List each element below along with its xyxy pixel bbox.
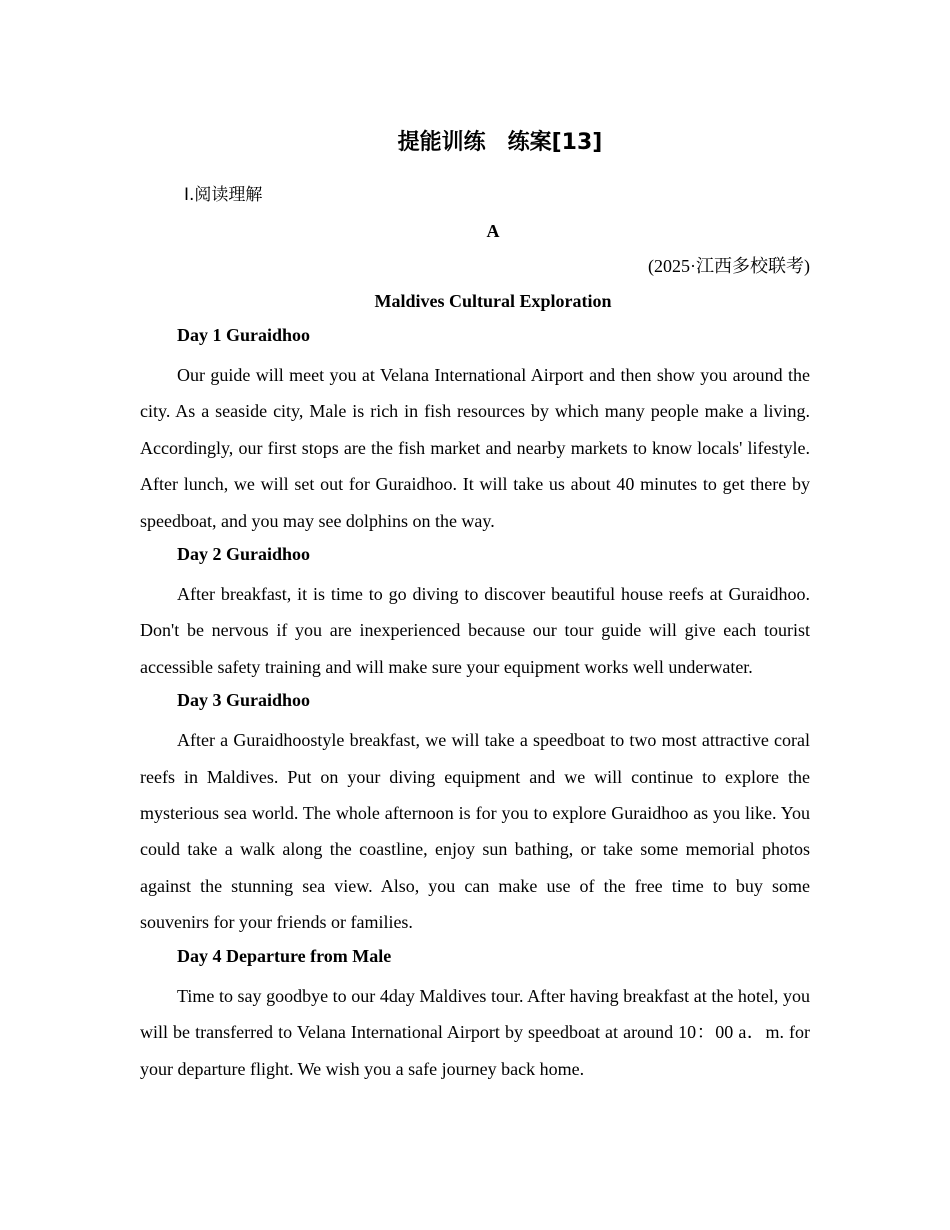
day-2-heading: Day 2 Guraidhoo bbox=[177, 544, 311, 565]
day-1-heading: Day 1 Guraidhoo bbox=[177, 325, 311, 345]
day-4-heading: Day 4 Departure from Male bbox=[177, 945, 392, 966]
article-body bbox=[140, 322, 810, 1087]
day-2-paragraph: After breakfast, it is time to go diving to discover beautiful house reefs at Guraidhoo. Don't be nervous if you are inexperienced because our tour guide will give each tourist accessible safety training and will make sure your equipment works well underwater. bbox=[140, 584, 810, 677]
passage-letter: A bbox=[486, 221, 500, 241]
section-label: Ⅰ.阅读理解 bbox=[184, 185, 263, 205]
article-title: Maldives Cultural Exploration bbox=[374, 291, 612, 311]
page-title: 提能训练 练案[13] bbox=[397, 130, 603, 155]
day-3-paragraph: After a Guraidhoostyle breakfast, we will take a speedboat to two most attractive coral reefs in Maldives. Put on your diving equipment and we will continue to explore the mysterious sea world. The whole afternoon is for you to explore Guraidhoo as you like. You could take a walk along the coastline, enjoy sun bathing, or take some memorial photos against the stunning sea view. Also, you can make use of the free time to buy some souvenirs for your friends or families. bbox=[140, 730, 810, 933]
day-1-paragraph: Our guide will meet you at Velana International Airport and then show you around the city. As a seaside city, Male is rich in fish resources by which many people make a living. Accordingly, our first stops are the fish market and nearby markets to know locals' lifestyle. After lunch, we will set out for Guraidhoo. It will take us about 40 minutes to get there by speedboat, and you may see dolphins on the way. bbox=[140, 365, 810, 531]
day-4-paragraph: Time to say goodbye to our 4day Maldives tour. After having breakfast at the hotel, you will be transferred to Velana International Airport by speedboat at around 10：00 a．m. for your departure flight. We wish you a safe journey back home. bbox=[140, 985, 810, 1079]
day-3-heading: Day 3 Guraidhoo bbox=[177, 690, 311, 711]
source-citation: (2025·江西多校联考) bbox=[648, 256, 810, 276]
